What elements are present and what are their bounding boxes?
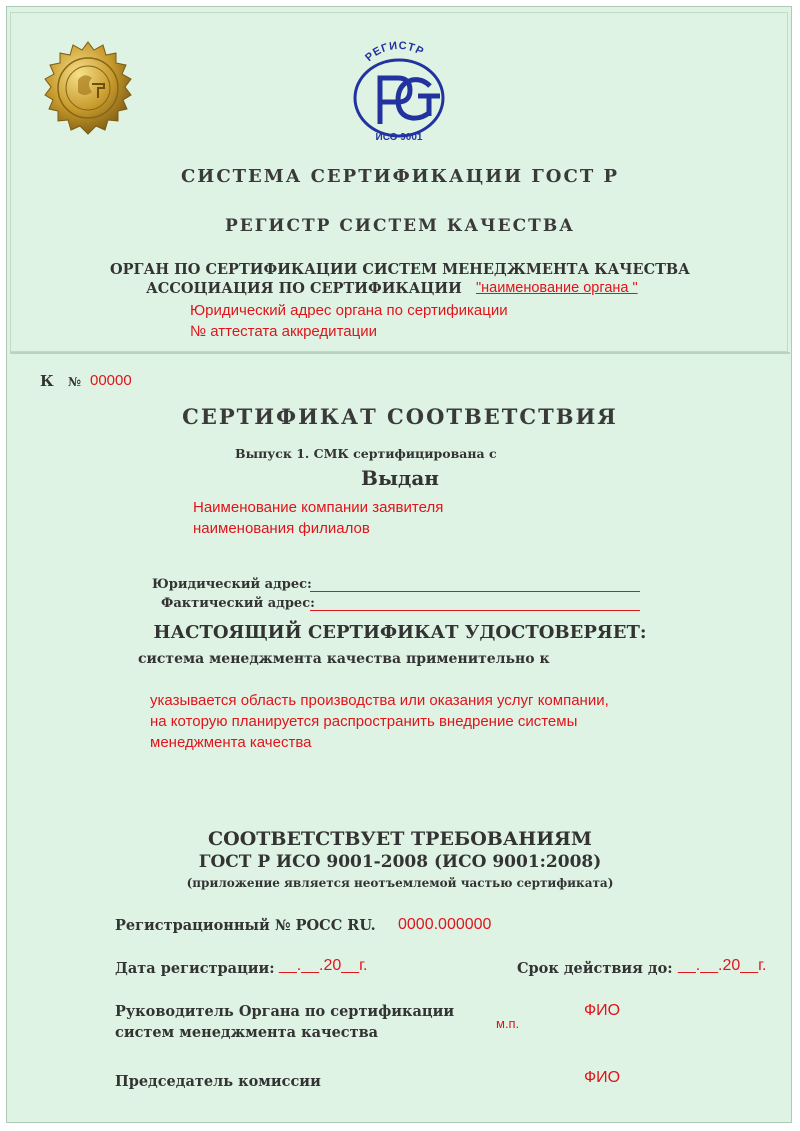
valid-until-label: Срок действия до: bbox=[517, 960, 673, 977]
certificate-series: К bbox=[40, 372, 54, 390]
stamp-place: м.п. bbox=[496, 1016, 520, 1031]
legal-address-line bbox=[310, 591, 640, 592]
valid-until-value: __.__.20__г. bbox=[678, 957, 767, 974]
issue-line: Выпуск 1. СМК сертифицирована с bbox=[235, 446, 497, 461]
organ-line-1: ОРГАН ПО СЕРТИФИКАЦИИ СИСТЕМ МЕНЕДЖМЕНТА КАЧЕСТВА bbox=[109, 261, 690, 278]
company-name: Наименование компании заявителя bbox=[193, 499, 444, 516]
number-sign: № bbox=[68, 375, 82, 389]
registration-date-value: __.__.20__г. bbox=[279, 957, 368, 974]
head-fio: ФИО bbox=[584, 1002, 621, 1019]
branches: наименования филиалов bbox=[193, 520, 370, 537]
actual-address-label: Фактический адрес: bbox=[161, 596, 315, 611]
chairman-fio: ФИО bbox=[584, 1069, 621, 1086]
chairman-label: Председатель комиссии bbox=[115, 1073, 321, 1090]
registration-label: Регистрационный № РОСС RU. bbox=[115, 917, 376, 934]
organ-legal-address: Юридический адрес органа по сертификации bbox=[190, 302, 508, 319]
annex-note: (приложение является неотъемлемой частью сертификата) bbox=[186, 876, 614, 890]
issued-label: Выдан bbox=[361, 466, 439, 490]
head-of-organ-line-1: Руководитель Органа по сертификации bbox=[115, 1003, 455, 1020]
certifies-heading: НАСТОЯЩИЙ СЕРТИФИКАТ УДОСТОВЕРЯЕТ: bbox=[153, 622, 647, 643]
gold-seal-icon bbox=[40, 40, 136, 136]
section-divider bbox=[10, 352, 790, 354]
registration-date-label: Дата регистрации: bbox=[115, 960, 275, 977]
head-of-organ-line-2: систем менеджмента качества bbox=[115, 1024, 379, 1041]
accreditation-number: № аттестата аккредитации bbox=[190, 323, 377, 340]
scope-line-3: менеджмента качества bbox=[150, 734, 312, 751]
legal-address-label: Юридический адрес: bbox=[152, 577, 312, 592]
organ-line-2: АССОЦИАЦИЯ ПО СЕРТИФИКАЦИИ bbox=[146, 280, 462, 297]
organ-name-text: "наименование органа " bbox=[476, 280, 638, 296]
certificate-number: 00000 bbox=[90, 372, 132, 389]
scope-line-1: указывается область производства или оказания услуг компании, bbox=[150, 692, 609, 709]
organ-name bbox=[476, 280, 638, 296]
actual-address-line bbox=[310, 610, 640, 611]
register-heading: РЕГИСТР СИСТЕМ КАЧЕСТВА bbox=[224, 216, 576, 236]
system-heading: СИСТЕМА СЕРТИФИКАЦИИ ГОСТ Р bbox=[180, 166, 620, 187]
logo-bottom-text: ИСО 9001 bbox=[375, 132, 423, 143]
certificate-title: СЕРТИФИКАТ СООТВЕТСТВИЯ bbox=[182, 404, 618, 429]
rst-logo bbox=[344, 38, 454, 146]
logo-top-text: РЕГИСТР bbox=[363, 39, 427, 65]
scope-line-2: на которую планируется распространить внедрение системы bbox=[150, 713, 578, 730]
standard-heading: ГОСТ Р ИСО 9001-2008 (ИСО 9001:2008) bbox=[198, 852, 602, 872]
qms-applicable: система менеджмента качества применительно к bbox=[138, 651, 550, 667]
registration-number: 0000.000000 bbox=[398, 916, 492, 933]
complies-heading: СООТВЕТСТВУЕТ ТРЕБОВАНИЯМ bbox=[208, 828, 592, 850]
